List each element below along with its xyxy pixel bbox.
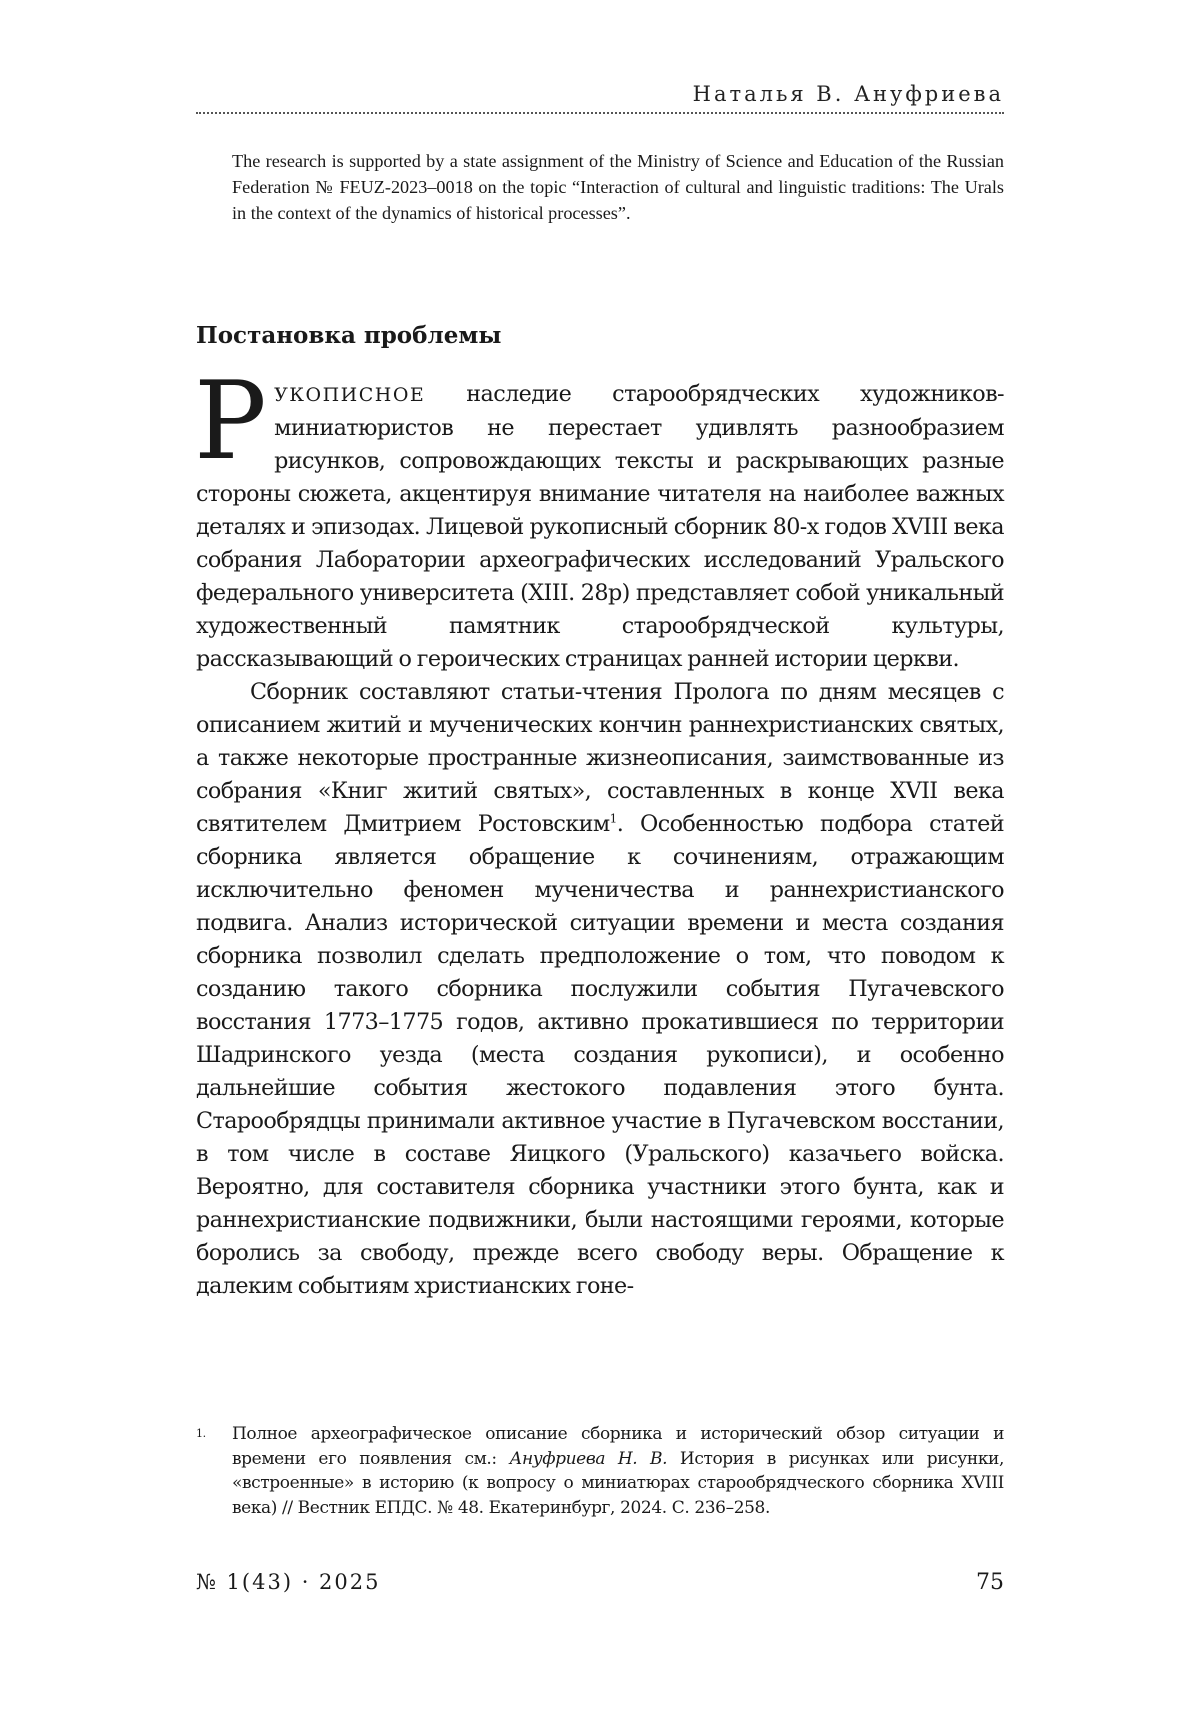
paragraph-2-text-after: . Особенностью подбора статей сборника является обращение к сочинениям, отражающим исключительно феномен мученичества и раннехристианского подвига. Анализ исторической ситуации времени и места создания сборника позволил сделать предположение о том, что поводом к созданию такого сборника послужили события Пугачевского восстания 1773–1775 годов, активно прокатившиеся по территории Шадринского уезда (места создания рукописи), и особенно дальнейшие события жестокого подавления этого бунта. Старообрядцы принимали активное участие в Пугачевском восстании, в том числе в составе Яицкого (Уральского) казачьего войска. Вероятно, для составителя сборника участники этого бунта, как и раннехристианские подвижники, были настоящими героями, которые боролись за свободу, прежде всего свободу веры. Обращение к далеким событиям христианских гоне- <box>196 811 1004 1299</box>
footnote-text-after: История в рисунках или рисунки, «встроенные» в историю (к вопросу о миниатюрах старообрядческого сборника XVIII века) // Вестник ЕПДС. № 48. Екатеринбург, 2024. С. 236–258. <box>232 1448 1004 1518</box>
footnote-mark: 1. <box>196 1427 206 1440</box>
drop-cap: Р <box>194 359 267 484</box>
header-dotted-rule <box>196 112 1004 114</box>
footnote-body <box>232 1422 1004 1520</box>
footnote-reference[interactable]: 1 <box>609 811 617 826</box>
paragraph-2 <box>196 676 1004 1303</box>
footnote <box>196 1422 1004 1520</box>
paragraph-2-text-before: Сборник составляют статьи-чтения Пролога по дням месяцев с описанием житий и мученических кончин раннехристианских святых, а также некоторые пространные жизнеописания, заимствованные из собрания «Книг житий святых», составленных в конце XVII века святителем Дмитрием Ростовским <box>196 679 1004 837</box>
footnote-author: Ануфриева Н. В. <box>509 1448 668 1469</box>
section-heading: Постановка проблемы <box>196 322 502 349</box>
footnote-text-before: Полное археографическое описание сборника и исторический обзор ситуации и времени его появления см.: <box>232 1424 1004 1469</box>
issue-number: № 1(43) · 2025 <box>196 1570 381 1594</box>
paragraph-1-smallcaps: УКОПИСНОЕ <box>274 384 426 406</box>
funding-note: The research is supported by a state assignment of the Ministry of Science and Education of the Russian Federation № FEUZ-2023–0018 on the topic “Interaction of cultural and linguistic traditions: The Urals in the context of the dynamics of historical processes”. <box>232 151 1004 223</box>
body-text <box>194 359 1004 1303</box>
running-header-author: Наталья В. Ануфриева <box>692 82 1004 106</box>
journal-page <box>196 0 1004 1710</box>
page-number: 75 <box>976 1570 1004 1595</box>
paragraph-1 <box>194 359 1004 676</box>
paragraph-1-text: наследие старообрядческих художников-миниатюристов не перестает удивлять разнообразием рисунков, сопровождающих тексты и раскрывающих разные стороны сюжета, акцентируя внимание читателя на наиболее важных деталях и эпизодах. Лицевой рукописный сборник 80-х годов XVIII века собрания Лаборатории археографических исследований Уральского федерального университета (XIII. 28р) представляет собой уникальный художественный памятник старообрядческой культуры, рассказывающий о героических страницах ранней истории церкви. <box>196 381 1004 672</box>
